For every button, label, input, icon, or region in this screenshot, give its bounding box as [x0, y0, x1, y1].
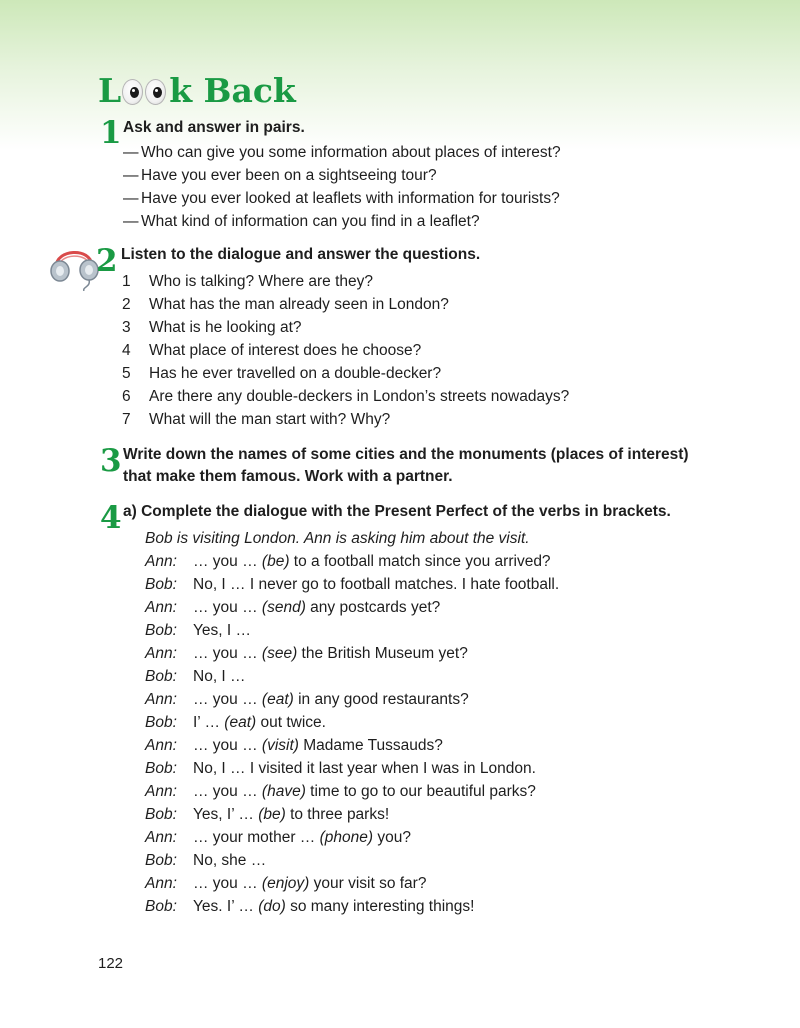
verb-prompt: (have)	[261, 783, 306, 800]
dialogue-text: I’ …	[193, 714, 225, 731]
exercise-2-question	[122, 317, 302, 339]
question-text: What kind of information can you find in a leaflet?	[141, 213, 480, 230]
dialogue-text: … you …	[193, 645, 262, 662]
dialogue-line	[193, 620, 251, 642]
exercise-4-heading: a) Complete the dialogue with the Present Perfect of the verbs in brackets.	[123, 503, 671, 520]
dialogue-speaker: Bob:	[145, 806, 177, 823]
dash-marker: —	[123, 190, 139, 207]
eye-icon	[122, 79, 143, 105]
dialogue-speaker: Ann:	[145, 645, 177, 662]
eye-icon	[145, 79, 166, 105]
dialogue-text: No, I …	[193, 668, 246, 685]
dialogue-text: No, she …	[193, 852, 267, 869]
dialogue-text-end: your visit so far?	[309, 875, 427, 892]
dialogue-speaker: Bob:	[145, 622, 177, 639]
dialogue-text: … you …	[193, 691, 262, 708]
dialogue-line	[193, 827, 411, 849]
exercise-2-question	[122, 386, 569, 408]
question-text: Who is talking? Where are they?	[149, 273, 373, 290]
exercise-2-question	[122, 340, 421, 362]
dialogue-line	[193, 896, 474, 918]
dialogue-text-end: time to go to our beautiful parks?	[305, 783, 536, 800]
exercise-1-number: 1	[100, 115, 122, 151]
exercise-2-question	[122, 271, 373, 293]
dialogue-text-end: to three parks!	[285, 806, 390, 823]
dialogue-text: No, I … I visited it last year when I was in London.	[193, 760, 536, 777]
exercise-1-question	[123, 142, 561, 164]
question-text: What place of interest does he choose?	[149, 342, 422, 359]
question-number: 5	[122, 365, 131, 382]
question-text: What is he looking at?	[149, 319, 302, 336]
dialogue-text: … you …	[193, 599, 262, 616]
dialogue-text-end: any postcards yet?	[305, 599, 441, 616]
dialogue-speaker: Ann:	[145, 553, 177, 570]
verb-prompt: (eat)	[224, 714, 257, 731]
dialogue-text-end: out twice.	[256, 714, 326, 731]
dialogue-line	[193, 551, 551, 573]
question-number: 4	[122, 342, 131, 359]
exercise-2-number: 2	[96, 243, 118, 279]
exercise-1-question	[123, 211, 480, 233]
dialogue-speaker: Bob:	[145, 714, 177, 731]
question-number: 1	[122, 273, 131, 290]
question-text: Have you ever looked at leaflets with information for tourists?	[141, 190, 560, 207]
dialogue-speaker: Bob:	[145, 576, 177, 593]
verb-prompt: (be)	[258, 806, 286, 823]
verb-prompt: (do)	[258, 898, 286, 915]
dialogue-line	[193, 758, 536, 780]
title-lead: L	[98, 70, 122, 110]
dialogue-line	[193, 689, 469, 711]
dialogue-text-end: in any good restaurants?	[293, 691, 469, 708]
verb-prompt: (phone)	[319, 829, 374, 846]
question-text: What has the man already seen in London?	[149, 296, 449, 313]
exercise-2-question	[122, 409, 390, 431]
exercise-1-question	[123, 188, 560, 210]
dialogue-text: No, I … I never go to football matches. I hate football.	[193, 576, 560, 593]
question-text: Have you ever been on a sightseeing tour?	[141, 167, 437, 184]
exercise-3-heading-line2: that make them famous. Work with a partner.	[123, 468, 453, 485]
dialogue-line	[193, 781, 536, 803]
dialogue-text-end: the British Museum yet?	[297, 645, 468, 662]
exercise-3-heading-line1: Write down the names of some cities and the monuments (places of interest)	[123, 446, 689, 463]
exercise-4-intro: Bob is visiting London. Ann is asking him about the visit.	[145, 530, 530, 547]
verb-prompt: (send)	[261, 599, 306, 616]
exercise-2-heading: Listen to the dialogue and answer the questions.	[121, 246, 481, 263]
dialogue-text: … you …	[193, 737, 262, 754]
exercise-1-heading: Ask and answer in pairs.	[123, 119, 305, 136]
exercise-2-question	[122, 294, 449, 316]
dialogue-text: Yes, I’ …	[193, 806, 259, 823]
dialogue-text: … you …	[193, 875, 262, 892]
dialogue-text: Yes. I’ …	[193, 898, 259, 915]
dialogue-line	[193, 735, 443, 757]
dash-marker: —	[123, 167, 139, 184]
dialogue-line	[193, 643, 468, 665]
dialogue-text-end: so many interesting things!	[285, 898, 475, 915]
dialogue-line	[193, 804, 389, 826]
dash-marker: —	[123, 144, 139, 161]
dialogue-text: … you …	[193, 553, 262, 570]
exercise-4-number: 4	[100, 500, 122, 536]
question-number: 3	[122, 319, 131, 336]
dialogue-speaker: Bob:	[145, 898, 177, 915]
dialogue-line	[193, 873, 426, 895]
dialogue-text-end: you?	[373, 829, 411, 846]
verb-prompt: (visit)	[261, 737, 299, 754]
dialogue-text-end: to a football match since you arrived?	[289, 553, 551, 570]
dialogue-text: Yes, I …	[193, 622, 252, 639]
dialogue-text: … your mother …	[193, 829, 320, 846]
dialogue-text-end: Madame Tussauds?	[298, 737, 443, 754]
question-text: Has he ever travelled on a double-decker?	[149, 365, 442, 382]
dialogue-speaker: Bob:	[145, 760, 177, 777]
dialogue-speaker: Ann:	[145, 691, 177, 708]
dialogue-line	[193, 712, 326, 734]
verb-prompt: (be)	[261, 553, 290, 570]
question-number: 2	[122, 296, 131, 313]
dialogue-speaker: Bob:	[145, 668, 177, 685]
dialogue-speaker: Ann:	[145, 599, 177, 616]
verb-prompt: (eat)	[261, 691, 294, 708]
dialogue-speaker: Bob:	[145, 852, 177, 869]
question-number: 7	[122, 411, 131, 428]
dialogue-speaker: Ann:	[145, 829, 177, 846]
dialogue-speaker: Ann:	[145, 875, 177, 892]
verb-prompt: (enjoy)	[261, 875, 310, 892]
question-text: What will the man start with? Why?	[149, 411, 391, 428]
verb-prompt: (see)	[261, 645, 298, 662]
dialogue-speaker: Ann:	[145, 783, 177, 800]
dash-marker: —	[123, 213, 139, 230]
dialogue-speaker: Ann:	[145, 737, 177, 754]
page-title	[98, 66, 296, 114]
exercise-1-question	[123, 165, 437, 187]
dialogue-line	[193, 574, 559, 596]
title-rest: k Back	[169, 70, 296, 110]
question-text: Who can give you some information about places of interest?	[141, 144, 561, 161]
question-number: 6	[122, 388, 131, 405]
dialogue-text: … you …	[193, 783, 262, 800]
dialogue-line	[193, 850, 266, 872]
question-text: Are there any double-deckers in London’s streets nowadays?	[149, 388, 570, 405]
exercise-2-question	[122, 363, 441, 385]
dialogue-line	[193, 666, 246, 688]
dialogue-line	[193, 597, 440, 619]
exercise-3-number: 3	[100, 443, 122, 479]
page-number: 122	[98, 955, 124, 972]
